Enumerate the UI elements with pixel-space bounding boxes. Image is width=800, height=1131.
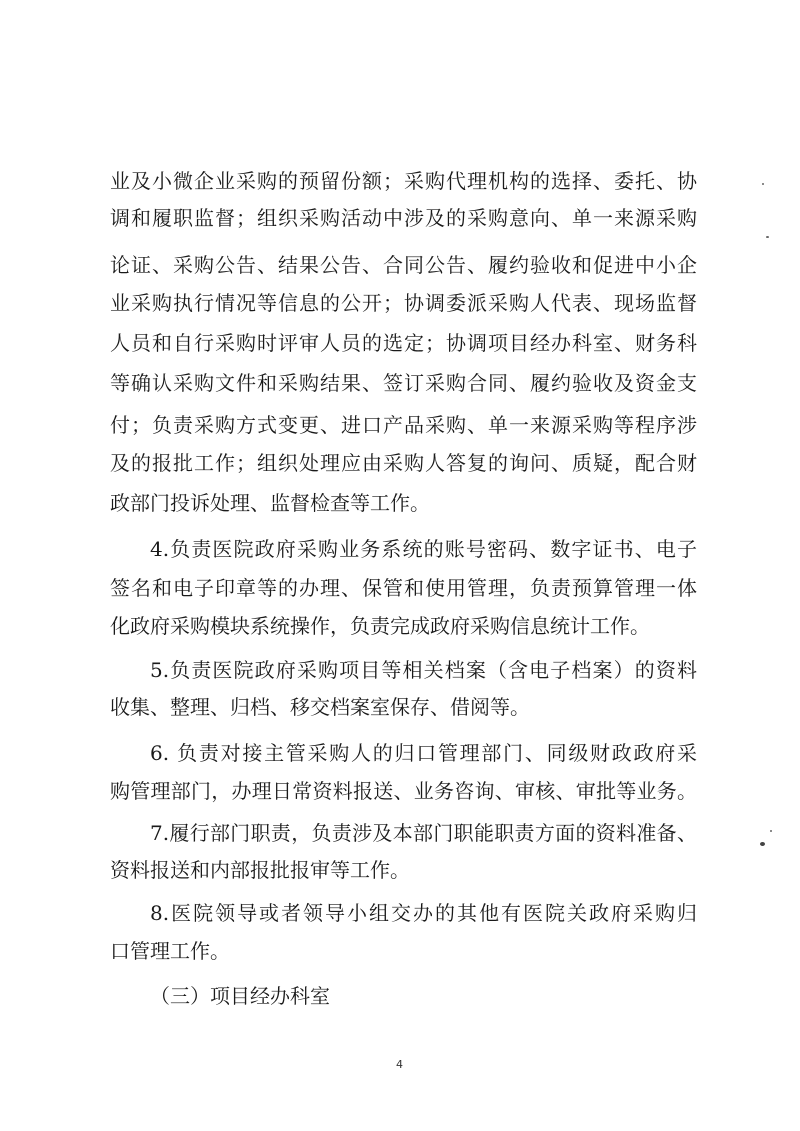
body-text-line: 签名和电子印章等的办理、保管和使用管理，负责预算管理一体 xyxy=(110,576,697,600)
body-text-line: 化政府采购模块系统操作，负责完成政府采购信息统计工作。 xyxy=(110,614,650,638)
body-text-line: 调和履职监督；组织采购活动中涉及的采购意向、单一来源采购 xyxy=(110,206,697,230)
paragraph-item-6: 6. 负责对接主管采购人的归口管理部门、同级财政政府采 xyxy=(150,741,697,765)
page-number: 4 xyxy=(396,1058,403,1071)
body-text-line: 资料报送和内部报批报审等工作。 xyxy=(110,858,410,882)
body-text-line: 业及小微企业采购的预留份额；采购代理机构的选择、委托、协 xyxy=(110,169,697,193)
scan-speck xyxy=(766,236,769,238)
paragraph-item-4: 4.负责医院政府采购业务系统的账号密码、数字证书、电子 xyxy=(150,537,697,561)
scan-speck xyxy=(760,842,765,846)
scan-speck xyxy=(770,830,772,832)
scan-speck xyxy=(762,183,764,185)
body-text-line: 收集、整理、归档、移交档案室保存、借阅等。 xyxy=(110,695,530,719)
paragraph-item-8: 8.医院领导或者领导小组交办的其他有医院关政府采购归 xyxy=(150,901,697,925)
body-text-line: 及的报批工作；组织处理应由采购人答复的询问、质疑，配合财 xyxy=(110,451,697,475)
body-text-line: 付；负责采购方式变更、进口产品采购、单一来源采购等程序涉 xyxy=(110,413,697,437)
body-text-line: 口管理工作。 xyxy=(110,939,230,963)
body-text-line: 购管理部门，办理日常资料报送、业务咨询、审核、审批等业务。 xyxy=(110,779,697,803)
body-text-line: 政部门投诉处理、监督检查等工作。 xyxy=(110,491,430,515)
body-text-line: 等确认采购文件和采购结果、签订采购合同、履约验收及资金支 xyxy=(110,371,697,395)
paragraph-item-7: 7.履行部门职责，负责涉及本部门职能职责方面的资料准备、 xyxy=(150,821,697,845)
section-heading: （三）项目经办科室 xyxy=(150,984,330,1008)
body-text-line: 论证、采购公告、结果公告、合同公告、履约验收和促进中小企 xyxy=(110,253,697,277)
paragraph-item-5: 5.负责医院政府采购项目等相关档案（含电子档案）的资料 xyxy=(150,658,697,682)
body-text-line: 人员和自行采购时评审人员的选定；协调项目经办科室、财务科 xyxy=(110,331,697,355)
body-text-line: 业采购执行情况等信息的公开；协调委派采购人代表、现场监督 xyxy=(110,291,697,315)
